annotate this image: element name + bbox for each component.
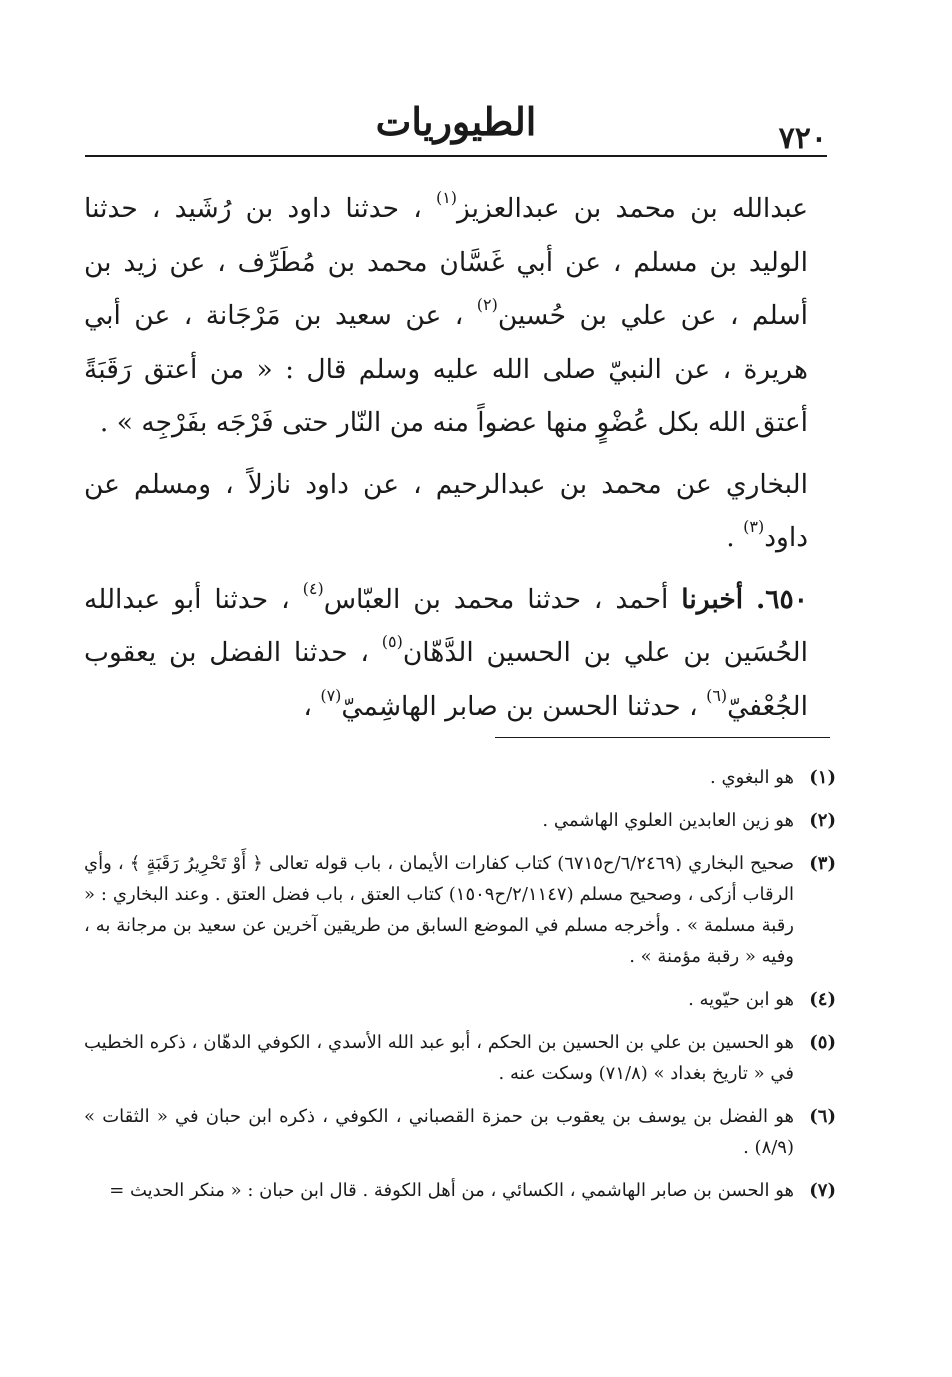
footnote-text: هو زين العابدين العلوي الهاشمي . — [542, 810, 794, 831]
text-run: ، حدثنا الحسن بن صابر الهاشِميّ — [341, 690, 707, 722]
page-number: ٧٢٠ — [778, 121, 827, 156]
footnote-ref: (٧) — [320, 685, 342, 705]
footnote-text: هو الحسن بن صابر الهاشمي ، الكسائي ، من أهل الكوفة . قال ابن حبان : « منكر الحديث = — [109, 1180, 794, 1201]
paragraph-hadith-650 — [84, 573, 808, 734]
text-run: أحمد ، حدثنا محمد بن العبّاس — [323, 583, 682, 615]
footnote-ref: (٢) — [476, 295, 498, 314]
text-run: البخاري عن محمد بن عبدالرحيم ، عن داود نازلاً ، ومسلم عن داود — [84, 468, 808, 553]
main-text — [84, 182, 808, 733]
footnote-ref: (١) — [435, 188, 458, 207]
footnote-text: هو ابن حيّويه . — [688, 989, 794, 1010]
footnote — [84, 848, 836, 972]
footnote — [84, 762, 836, 793]
text-run: عبدالله بن محمد بن عبدالعزيز — [457, 193, 809, 224]
footnote-number: (٣) — [809, 853, 836, 874]
footnote-text: هو الحسين بن علي بن الحسين بن الحكم ، أبو عبد الله الأسدي ، الكوفي الدهّان ، ذكره الخطيب في « تاريخ بغداد » (٧١/٨) وسكت عنه . — [84, 1032, 794, 1084]
footnote-number: (٦) — [809, 1106, 836, 1127]
lead-word: أخبرنا — [681, 583, 744, 615]
footnote — [84, 1175, 836, 1206]
footnote-separator — [495, 737, 830, 738]
footnote-ref: (٦) — [706, 685, 728, 705]
text-run: ، عن سعيد بن مَرْجَانة ، عن أبي هريرة ، عن النبيّ صلى الله عليه وسلم قال : « من أعتق رَقَبَةً أعتق الله بكل عُضْوٍ منها عضواً منه من النّار حتى فَرْجَه بفَرْجِه » . — [84, 300, 808, 438]
text-run: ، — [303, 690, 321, 722]
footnote-number: (٤) — [809, 989, 836, 1010]
footnote-ref: (٣) — [743, 517, 765, 536]
footnote-text: هو البغوي . — [710, 767, 794, 788]
footnote-number: (٥) — [809, 1032, 836, 1053]
footnote-ref: (٤) — [302, 578, 324, 598]
footnote-text: صحيح البخاري (٦/٢٤٦٩/ح٦٧١٥) كتاب كفارات الأيمان ، باب قوله تعالى ﴿ أَوْ تَحْرِيرُ رَقَبَةٍ ﴾ ، وأي الرقاب أزكى ، وصحيح مسلم (٢/١١٤٧/ح١٥٠٩) كتاب العتق ، باب فضل العتق . وعند البخاري : « رقبة مسلمة » . وأخرجه مسلم في الموضع السابق من طريقين آخرين عن سعيد بن مرجانة به ، وفيه « رقبة مؤمنة » . — [84, 853, 794, 967]
footnote-number: (٧) — [809, 1180, 836, 1201]
page-header — [85, 95, 827, 157]
footnote — [84, 1027, 836, 1089]
text-run: . — [726, 522, 744, 553]
paragraph-takhrij — [84, 458, 808, 565]
footnote — [84, 984, 836, 1015]
paragraph-isnad-1 — [84, 182, 808, 450]
footnote-ref: (٥) — [381, 632, 403, 651]
footnotes — [84, 762, 836, 1218]
hadith-number: ٦٥٠. — [756, 583, 808, 615]
running-title: الطيوريات — [375, 99, 537, 144]
footnote-text: هو الفضل بن يوسف بن يعقوب بن حمزة القصباني ، الكوفي ، ذكره ابن حبان في « الثقات » (٨/٩) . — [84, 1106, 794, 1158]
footnote-number: (٢) — [809, 810, 836, 831]
text-run: ، حدثنا داود بن رُشَيد ، حدثنا الوليد بن مسلم ، عن أبي غَسَّان محمد بن مُطَرِّف ، عن زيد بن أسلم ، عن علي بن حُسين — [84, 193, 809, 331]
text-run: ، حدثنا أبو عبدالله الحُسَين بن علي بن الحسين الدَّهّان — [84, 583, 808, 668]
header-rule — [85, 155, 827, 157]
footnote-number: (١) — [809, 767, 836, 788]
text-run: ، حدثنا الفضل بن يعقوب الجُعْفيّ — [84, 637, 808, 722]
footnote — [84, 805, 836, 836]
footnote — [84, 1101, 836, 1163]
